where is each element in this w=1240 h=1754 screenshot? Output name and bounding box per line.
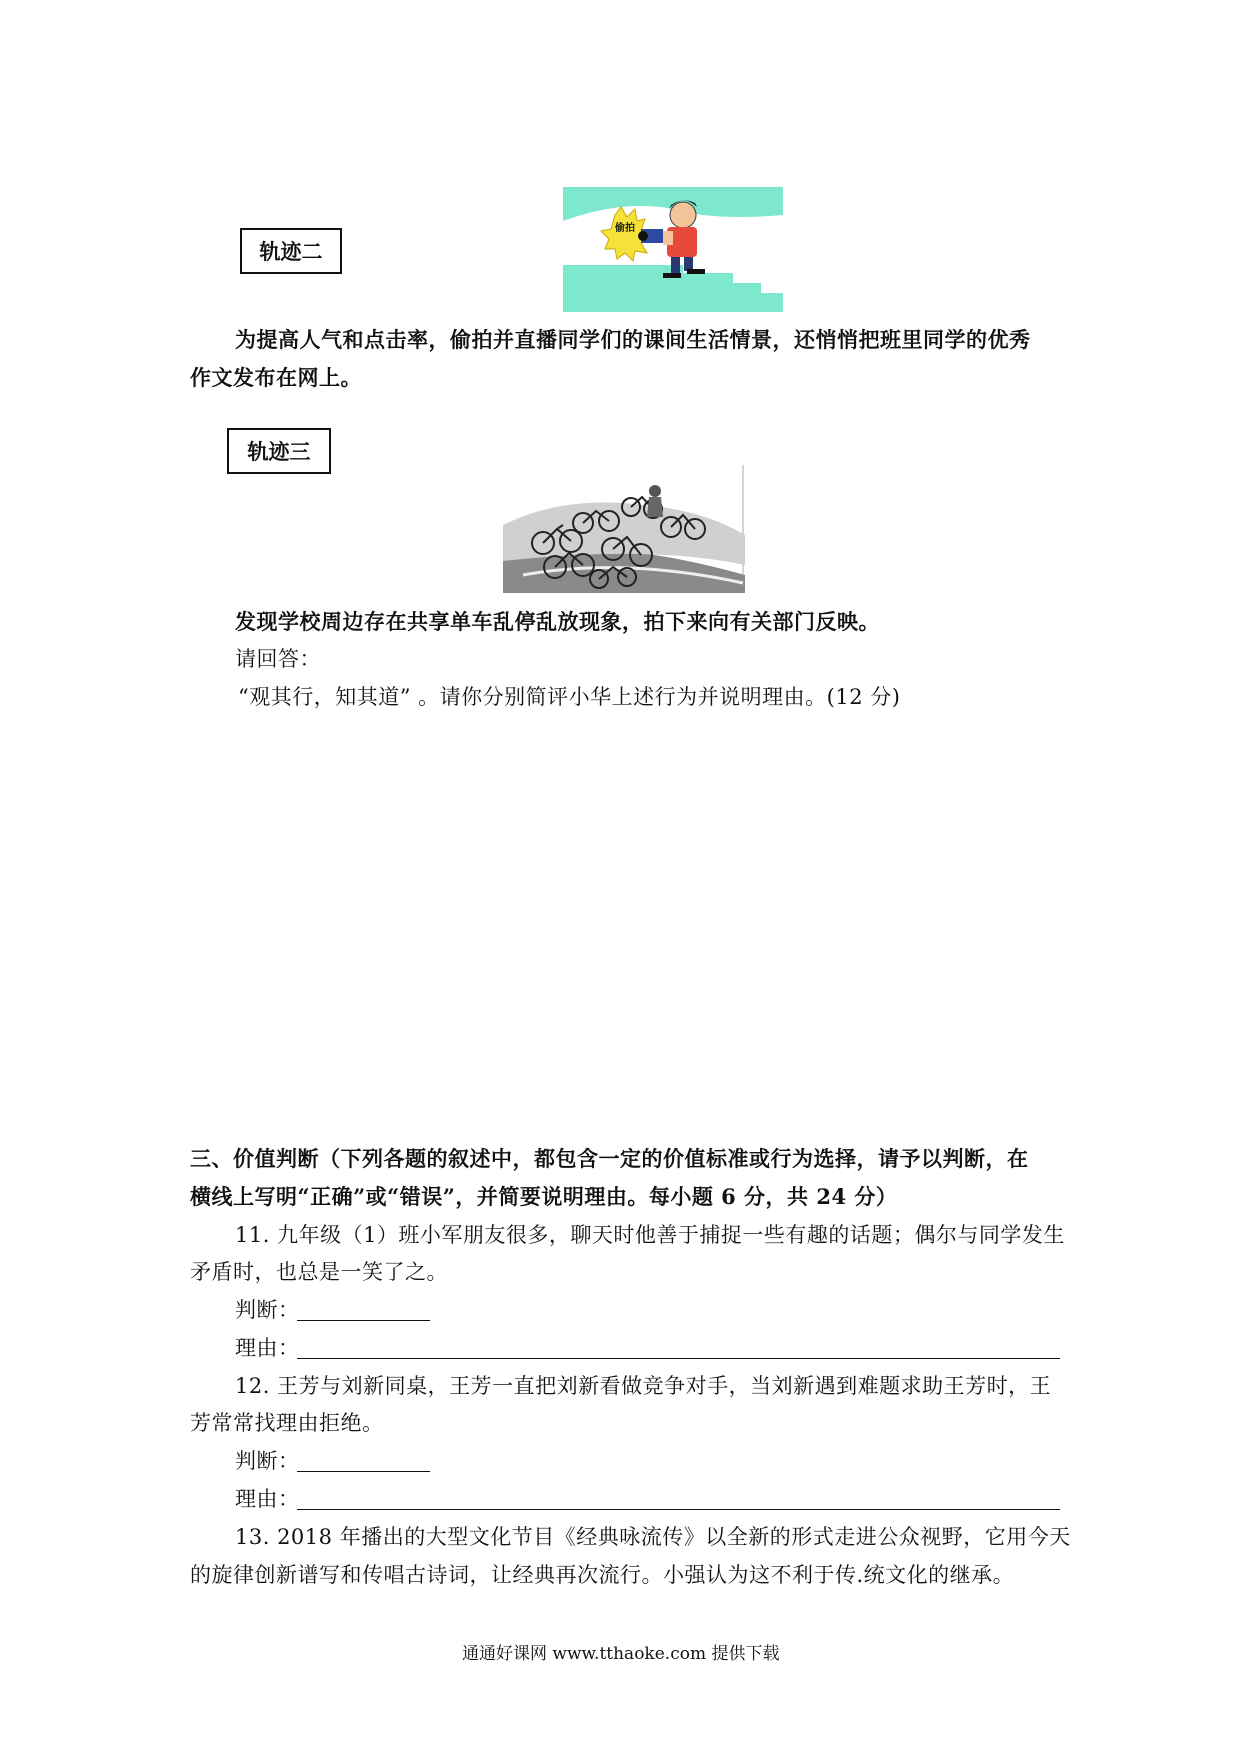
q12-judge-blank[interactable] [297, 1471, 430, 1472]
track2-cartoon-image [563, 187, 783, 312]
shared-bicycles-illustration [503, 465, 745, 593]
track2-label: 轨迹二 [259, 239, 323, 264]
track2-text-line2: 作文发布在网上。 [190, 365, 362, 390]
track2-text-line1: 为提高人气和点击率，偷拍并直播同学们的课间生活情景，还悄悄把班里同学的优秀 [235, 327, 1031, 352]
q13-line1: 13. 2018 年播出的大型文化节目《经典咏流传》以全新的形式走进公众视野，它用今天 [235, 1525, 1071, 1549]
track3-bicycles-image [503, 465, 745, 593]
q13-line2: 的旋律创新谱写和传唱古诗词，让经典再次流行。小强认为这不利于传.统文化的继承。 [190, 1563, 1015, 1587]
secret-filming-illustration [563, 187, 783, 312]
q12-reason-blank[interactable] [297, 1509, 1060, 1510]
question-text: “观其行，知其道” 。请你分别简评小华上述行为并说明理由。(12 分) [238, 685, 901, 709]
q12-line2: 芳常常找理由拒绝。 [190, 1411, 384, 1435]
track2-label-box [240, 228, 342, 274]
q12-judge-label: 判断： [235, 1449, 300, 1473]
q11-reason-blank[interactable] [297, 1358, 1060, 1359]
track3-text: 发现学校周边存在共享单车乱停乱放现象，拍下来向有关部门反映。 [235, 609, 880, 634]
q11-judge-blank[interactable] [297, 1320, 430, 1321]
q12-reason-label: 理由： [235, 1487, 300, 1511]
q11-line2: 矛盾时，也总是一笑了之。 [190, 1260, 448, 1284]
please-answer: 请回答： [235, 647, 321, 671]
track3-label: 轨迹三 [247, 439, 311, 464]
section3-heading-line1: 三、价值判断（下列各题的叙述中，都包含一定的价值标准或行为选择，请予以判断，在 [190, 1146, 1029, 1171]
footer-text: 通通好课网 www.tthaoke.com 提供下载 [462, 1644, 780, 1664]
q11-judge-label: 判断： [235, 1298, 300, 1322]
section3-heading-line2: 横线上写明“正确”或“错误”，并简要说明理由。每小题 6 分，共 24 分） [190, 1184, 898, 1209]
q12-line1: 12. 王芳与刘新同桌，王芳一直把刘新看做竞争对手，当刘新遇到难题求助王芳时，王 [235, 1374, 1052, 1398]
sign-text: 偷拍 [615, 223, 635, 234]
q11-line1: 11. 九年级（1）班小军朋友很多，聊天时他善于捕捉一些有趣的话题；偶尔与同学发生 [235, 1223, 1065, 1247]
q11-reason-label: 理由： [235, 1336, 300, 1360]
track3-label-box [227, 428, 331, 474]
